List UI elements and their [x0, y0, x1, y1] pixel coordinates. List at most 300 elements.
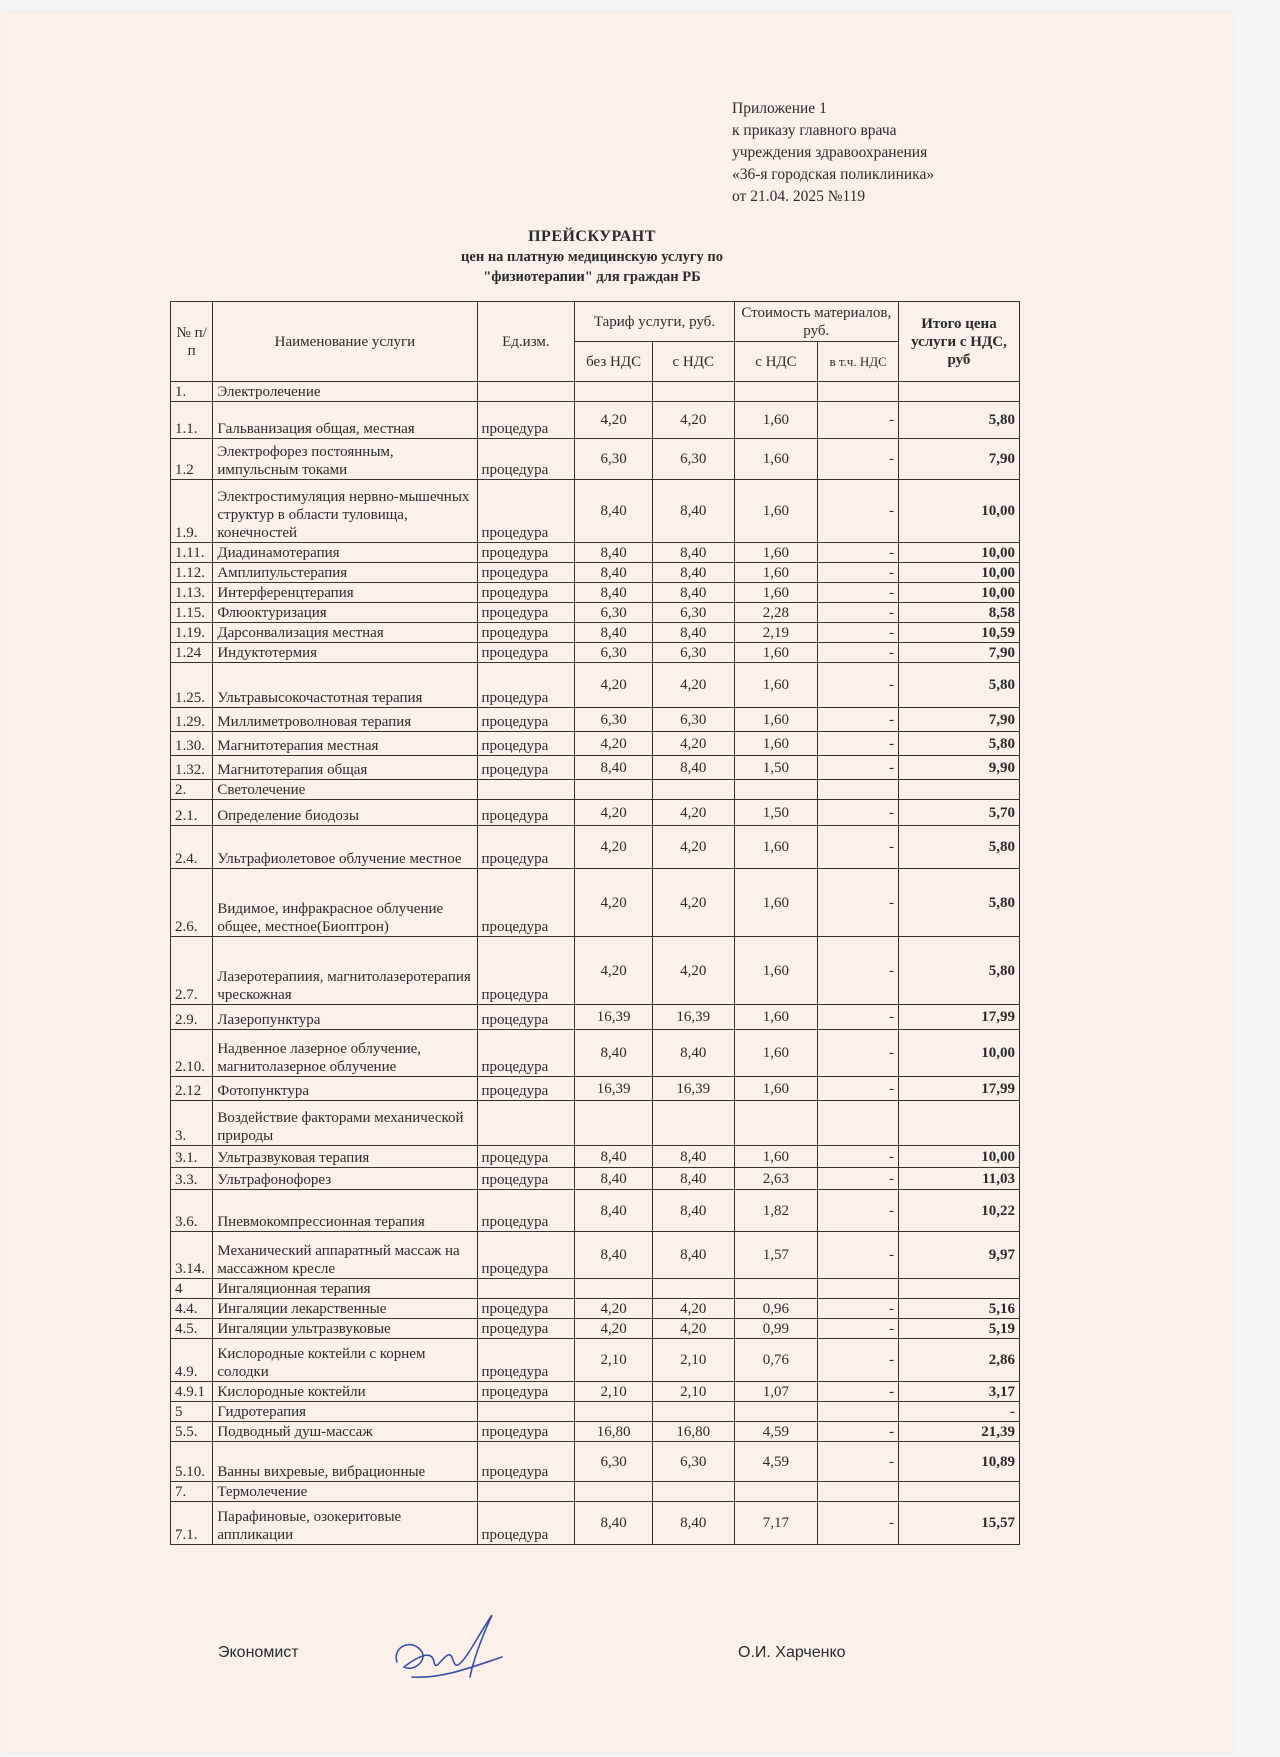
row-with-vat: 8,40 [652, 623, 734, 643]
row-no-vat [575, 780, 653, 800]
price-table-body [171, 382, 1020, 1545]
section-row [171, 1482, 1020, 1502]
row-name: Электролечение [213, 382, 477, 402]
table-row [171, 643, 1020, 663]
row-total: 5,80 [898, 937, 1019, 1005]
row-incl-vat: - [818, 800, 899, 826]
header-materials: Стоимость материалов, руб. [734, 302, 898, 342]
row-total: 9,90 [898, 756, 1019, 780]
row-incl-vat: - [818, 1422, 899, 1442]
row-incl-vat [818, 1402, 899, 1422]
row-code: 4.9.1 [171, 1382, 213, 1402]
table-row [171, 1168, 1020, 1190]
row-unit: процедура [477, 1146, 575, 1168]
row-code: 3.14. [171, 1232, 213, 1279]
row-with-vat: 8,40 [652, 1030, 734, 1077]
row-incl-vat: - [818, 623, 899, 643]
row-total: 7,90 [898, 439, 1019, 480]
row-code: 4 [171, 1279, 213, 1299]
row-unit: процедура [477, 1339, 575, 1382]
row-total: 7,90 [898, 643, 1019, 663]
row-total: 11,03 [898, 1168, 1019, 1190]
row-no-vat: 8,40 [575, 1146, 653, 1168]
row-incl-vat: - [818, 708, 899, 732]
row-materials [734, 1279, 818, 1299]
row-materials: 2,63 [734, 1168, 818, 1190]
row-no-vat [575, 382, 653, 402]
row-materials [734, 780, 818, 800]
row-unit: процедура [477, 563, 575, 583]
row-materials: 4,59 [734, 1422, 818, 1442]
row-total: 10,22 [898, 1190, 1019, 1232]
table-row [171, 756, 1020, 780]
row-no-vat: 2,10 [575, 1382, 653, 1402]
row-name: Механический аппаратный массаж на массажном кресле [213, 1232, 477, 1279]
row-unit: процедура [477, 1382, 575, 1402]
header-tariff: Тариф услуги, руб. [575, 302, 734, 342]
row-unit: процедура [477, 623, 575, 643]
row-code: 4.5. [171, 1319, 213, 1339]
row-incl-vat: - [818, 1382, 899, 1402]
row-code: 1.25. [171, 663, 213, 708]
row-no-vat [575, 1402, 653, 1422]
row-code: 3.1. [171, 1146, 213, 1168]
row-materials: 0,76 [734, 1339, 818, 1382]
table-row [171, 439, 1020, 480]
row-with-vat: 6,30 [652, 603, 734, 623]
row-with-vat [652, 1482, 734, 1502]
header-num: № п/п [171, 302, 213, 382]
row-with-vat [652, 1101, 734, 1146]
row-incl-vat: - [818, 1299, 899, 1319]
row-name: Определение биодозы [213, 800, 477, 826]
row-name: Ингаляционная терапия [213, 1279, 477, 1299]
row-name: Амплипульстерапия [213, 563, 477, 583]
annex-header [732, 98, 934, 208]
table-row [171, 1442, 1020, 1482]
row-incl-vat: - [818, 732, 899, 756]
row-name: Гальванизация общая, местная [213, 402, 477, 439]
table-row [171, 1299, 1020, 1319]
row-materials: 1,60 [734, 708, 818, 732]
row-incl-vat: - [818, 583, 899, 603]
document-page [2, 12, 1233, 1752]
row-total: 5,80 [898, 732, 1019, 756]
row-total [898, 1279, 1019, 1299]
row-with-vat: 8,40 [652, 543, 734, 563]
row-name: Ультрафонофорез [213, 1168, 477, 1190]
row-name: Фотопунктура [213, 1077, 477, 1101]
row-total: 5,80 [898, 402, 1019, 439]
row-with-vat: 8,40 [652, 1146, 734, 1168]
row-materials: 1,60 [734, 732, 818, 756]
row-unit: процедура [477, 800, 575, 826]
row-incl-vat: - [818, 1030, 899, 1077]
row-code: 5 [171, 1402, 213, 1422]
row-name: Флюоктуризация [213, 603, 477, 623]
row-materials: 1,60 [734, 1146, 818, 1168]
row-unit [477, 1279, 575, 1299]
table-row [171, 1077, 1020, 1101]
row-materials: 1,60 [734, 543, 818, 563]
row-no-vat: 16,39 [575, 1005, 653, 1030]
row-name: Термолечение [213, 1482, 477, 1502]
price-table [170, 301, 1020, 1545]
row-no-vat: 6,30 [575, 643, 653, 663]
row-code: 1.13. [171, 583, 213, 603]
row-unit: процедура [477, 1030, 575, 1077]
row-materials: 1,60 [734, 1005, 818, 1030]
header-name: Наименование услуги [213, 302, 477, 382]
table-row [171, 1422, 1020, 1442]
row-incl-vat: - [818, 1319, 899, 1339]
row-with-vat: 2,10 [652, 1339, 734, 1382]
row-with-vat: 6,30 [652, 643, 734, 663]
row-name: Пневмокомпрессионная терапия [213, 1190, 477, 1232]
row-materials: 1,60 [734, 1030, 818, 1077]
row-code: 1.2 [171, 439, 213, 480]
row-name: Ванны вихревые, вибрационные [213, 1442, 477, 1482]
table-row [171, 1502, 1020, 1545]
row-name: Электрофорез постоянным, импульсным токами [213, 439, 477, 480]
row-total: 10,00 [898, 480, 1019, 543]
row-with-vat: 6,30 [652, 1442, 734, 1482]
row-unit: процедура [477, 937, 575, 1005]
row-total: 7,90 [898, 708, 1019, 732]
row-with-vat: 4,20 [652, 800, 734, 826]
header-no-vat: без НДС [575, 342, 653, 382]
row-name: Электростимуляция нервно-мышечных структур в области туловища, конечностей [213, 480, 477, 543]
row-incl-vat: - [818, 1190, 899, 1232]
row-name: Дарсонвализация местная [213, 623, 477, 643]
row-name: Лазеропунктура [213, 1005, 477, 1030]
row-with-vat: 8,40 [652, 563, 734, 583]
row-incl-vat [818, 1101, 899, 1146]
annex-line: «36-я городская поликлиника» [732, 166, 935, 183]
row-code: 2.12 [171, 1077, 213, 1101]
row-code: 1.24 [171, 643, 213, 663]
table-row [171, 543, 1020, 563]
row-total: 2,86 [898, 1339, 1019, 1382]
row-with-vat [652, 1402, 734, 1422]
row-unit: процедура [477, 1168, 575, 1190]
row-with-vat: 8,40 [652, 1502, 734, 1545]
row-name: Кислородные коктейли с корнем солодки [213, 1339, 477, 1382]
signature-icon [382, 1607, 522, 1687]
row-no-vat [575, 1279, 653, 1299]
row-total [898, 382, 1019, 402]
table-row [171, 583, 1020, 603]
row-name: Воздействие факторами механической природы [213, 1101, 477, 1146]
row-total: 8,58 [898, 603, 1019, 623]
row-total: 5,70 [898, 800, 1019, 826]
row-materials [734, 1402, 818, 1422]
row-unit [477, 1402, 575, 1422]
row-no-vat: 8,40 [575, 623, 653, 643]
row-unit: процедура [477, 708, 575, 732]
table-row [171, 708, 1020, 732]
table-row [171, 826, 1020, 869]
row-total [898, 780, 1019, 800]
row-unit [477, 382, 575, 402]
row-with-vat: 4,20 [652, 1319, 734, 1339]
row-no-vat: 8,40 [575, 1232, 653, 1279]
row-incl-vat: - [818, 543, 899, 563]
row-incl-vat: - [818, 402, 899, 439]
row-with-vat: 2,10 [652, 1382, 734, 1402]
row-name: Светолечение [213, 780, 477, 800]
header-mat-vat: с НДС [734, 342, 818, 382]
row-total: - [898, 1402, 1019, 1422]
row-no-vat: 4,20 [575, 826, 653, 869]
row-no-vat: 6,30 [575, 603, 653, 623]
annex-line: Приложение 1 [732, 100, 827, 117]
row-with-vat: 6,30 [652, 708, 734, 732]
row-unit: процедура [477, 643, 575, 663]
table-row [171, 1339, 1020, 1382]
row-code: 1.12. [171, 563, 213, 583]
row-code: 2.1. [171, 800, 213, 826]
row-total: 21,39 [898, 1422, 1019, 1442]
row-materials [734, 1482, 818, 1502]
row-materials: 1,82 [734, 1190, 818, 1232]
row-unit: процедура [477, 1005, 575, 1030]
row-code: 1.32. [171, 756, 213, 780]
row-unit: процедура [477, 439, 575, 480]
row-code: 1.29. [171, 708, 213, 732]
row-with-vat: 16,39 [652, 1077, 734, 1101]
row-incl-vat: - [818, 563, 899, 583]
row-no-vat: 6,30 [575, 439, 653, 480]
row-materials: 2,28 [734, 603, 818, 623]
row-code: 1.30. [171, 732, 213, 756]
row-total: 5,80 [898, 663, 1019, 708]
row-code: 1.19. [171, 623, 213, 643]
row-incl-vat: - [818, 1168, 899, 1190]
row-incl-vat: - [818, 439, 899, 480]
row-incl-vat: - [818, 1232, 899, 1279]
table-row [171, 1190, 1020, 1232]
footer-position: Экономист [218, 1644, 299, 1661]
row-with-vat: 4,20 [652, 826, 734, 869]
row-no-vat: 8,40 [575, 756, 653, 780]
row-with-vat: 8,40 [652, 1190, 734, 1232]
row-no-vat: 4,20 [575, 732, 653, 756]
table-row [171, 663, 1020, 708]
row-materials: 0,99 [734, 1319, 818, 1339]
table-row [171, 603, 1020, 623]
section-row [171, 1402, 1020, 1422]
row-with-vat: 8,40 [652, 756, 734, 780]
row-unit: процедура [477, 1232, 575, 1279]
row-no-vat: 8,40 [575, 480, 653, 543]
row-code: 5.5. [171, 1422, 213, 1442]
row-code: 1.1. [171, 402, 213, 439]
row-code: 2.9. [171, 1005, 213, 1030]
table-row [171, 1232, 1020, 1279]
row-no-vat: 6,30 [575, 1442, 653, 1482]
table-row [171, 480, 1020, 543]
row-unit: процедура [477, 402, 575, 439]
row-unit: процедура [477, 1077, 575, 1101]
row-incl-vat: - [818, 480, 899, 543]
row-total: 10,00 [898, 1030, 1019, 1077]
row-code: 7.1. [171, 1502, 213, 1545]
row-name: Магнитотерапия общая [213, 756, 477, 780]
row-with-vat: 4,20 [652, 869, 734, 937]
row-code: 2.6. [171, 869, 213, 937]
row-incl-vat: - [818, 869, 899, 937]
title-line-3: "физиотерапии" для граждан РБ [483, 269, 701, 285]
row-code: 3. [171, 1101, 213, 1146]
row-name: Диадинамотерапия [213, 543, 477, 563]
row-incl-vat: - [818, 643, 899, 663]
row-name: Ультрафиолетовое облучение местное [213, 826, 477, 869]
row-unit [477, 1101, 575, 1146]
document-title [172, 227, 1012, 287]
row-with-vat [652, 780, 734, 800]
row-no-vat: 16,39 [575, 1077, 653, 1101]
row-code: 7. [171, 1482, 213, 1502]
annex-line: от 21.04. 2025 №119 [732, 188, 866, 205]
row-code: 1.15. [171, 603, 213, 623]
row-with-vat: 6,30 [652, 439, 734, 480]
row-incl-vat [818, 780, 899, 800]
row-name: Интерференцтерапия [213, 583, 477, 603]
row-materials [734, 1101, 818, 1146]
row-code: 4.4. [171, 1299, 213, 1319]
row-materials: 1,60 [734, 937, 818, 1005]
row-unit: процедура [477, 663, 575, 708]
row-materials: 2,19 [734, 623, 818, 643]
table-row [171, 800, 1020, 826]
row-no-vat: 8,40 [575, 583, 653, 603]
row-total: 15,57 [898, 1502, 1019, 1545]
row-unit: процедура [477, 826, 575, 869]
row-unit: процедура [477, 756, 575, 780]
section-row [171, 1101, 1020, 1146]
row-with-vat [652, 382, 734, 402]
row-unit [477, 1482, 575, 1502]
row-code: 4.9. [171, 1339, 213, 1382]
row-name: Парафиновые, озокеритовые аппликации [213, 1502, 477, 1545]
row-name: Миллиметроволновая терапия [213, 708, 477, 732]
row-no-vat: 8,40 [575, 1030, 653, 1077]
row-total: 17,99 [898, 1077, 1019, 1101]
row-no-vat: 2,10 [575, 1339, 653, 1382]
row-unit: процедура [477, 1502, 575, 1545]
row-name: Гидротерапия [213, 1402, 477, 1422]
title-main: ПРЕЙСКУРАНТ [528, 228, 656, 245]
row-no-vat: 8,40 [575, 563, 653, 583]
row-code: 3.6. [171, 1190, 213, 1232]
row-unit: процедура [477, 480, 575, 543]
row-total: 10,00 [898, 543, 1019, 563]
row-code: 2.10. [171, 1030, 213, 1077]
row-incl-vat: - [818, 1502, 899, 1545]
table-row [171, 623, 1020, 643]
row-materials: 1,60 [734, 480, 818, 543]
row-total: 17,99 [898, 1005, 1019, 1030]
row-no-vat [575, 1101, 653, 1146]
row-no-vat: 4,20 [575, 402, 653, 439]
row-materials: 1,60 [734, 402, 818, 439]
row-with-vat: 4,20 [652, 732, 734, 756]
table-row [171, 1030, 1020, 1077]
row-unit: процедура [477, 603, 575, 623]
row-unit: процедура [477, 1299, 575, 1319]
table-row [171, 1319, 1020, 1339]
table-row [171, 563, 1020, 583]
row-name: Индуктотермия [213, 643, 477, 663]
row-materials: 1,60 [734, 826, 818, 869]
row-with-vat: 8,40 [652, 583, 734, 603]
row-name: Ингаляции ультразвуковые [213, 1319, 477, 1339]
row-code: 3.3. [171, 1168, 213, 1190]
row-materials: 1,50 [734, 756, 818, 780]
section-row [171, 1279, 1020, 1299]
row-with-vat: 8,40 [652, 1168, 734, 1190]
row-materials: 1,60 [734, 1077, 818, 1101]
row-no-vat: 4,20 [575, 663, 653, 708]
table-row [171, 402, 1020, 439]
row-incl-vat: - [818, 1442, 899, 1482]
row-no-vat: 8,40 [575, 1190, 653, 1232]
row-code: 5.10. [171, 1442, 213, 1482]
row-incl-vat: - [818, 826, 899, 869]
row-materials: 1,60 [734, 439, 818, 480]
row-with-vat: 16,39 [652, 1005, 734, 1030]
row-materials: 1,60 [734, 583, 818, 603]
row-name: Ингаляции лекарственные [213, 1299, 477, 1319]
row-code: 2.4. [171, 826, 213, 869]
row-incl-vat [818, 1482, 899, 1502]
row-materials: 1,60 [734, 663, 818, 708]
row-code: 1.9. [171, 480, 213, 543]
row-name: Ультравысокочастотная терапия [213, 663, 477, 708]
row-unit: процедура [477, 732, 575, 756]
row-with-vat [652, 1279, 734, 1299]
row-no-vat: 4,20 [575, 869, 653, 937]
row-incl-vat: - [818, 937, 899, 1005]
row-materials: 1,60 [734, 869, 818, 937]
row-name: Подводный душ-массаж [213, 1422, 477, 1442]
row-total: 5,80 [898, 869, 1019, 937]
row-unit: процедура [477, 1442, 575, 1482]
row-incl-vat: - [818, 1077, 899, 1101]
row-total: 10,00 [898, 1146, 1019, 1168]
row-materials: 0,96 [734, 1299, 818, 1319]
row-no-vat: 4,20 [575, 800, 653, 826]
row-with-vat: 4,20 [652, 663, 734, 708]
row-total: 10,00 [898, 583, 1019, 603]
row-unit: процедура [477, 1190, 575, 1232]
row-with-vat: 4,20 [652, 937, 734, 1005]
row-with-vat: 8,40 [652, 1232, 734, 1279]
row-incl-vat: - [818, 603, 899, 623]
header-total: Итого цена услуги с НДС, руб [898, 302, 1019, 382]
row-code: 2.7. [171, 937, 213, 1005]
header-with-vat: с НДС [652, 342, 734, 382]
table-row [171, 937, 1020, 1005]
row-with-vat: 4,20 [652, 402, 734, 439]
row-unit [477, 780, 575, 800]
row-materials: 1,57 [734, 1232, 818, 1279]
row-incl-vat: - [818, 756, 899, 780]
header-incl-vat: в т.ч. НДС [818, 342, 899, 382]
row-total: 10,59 [898, 623, 1019, 643]
row-code: 2. [171, 780, 213, 800]
